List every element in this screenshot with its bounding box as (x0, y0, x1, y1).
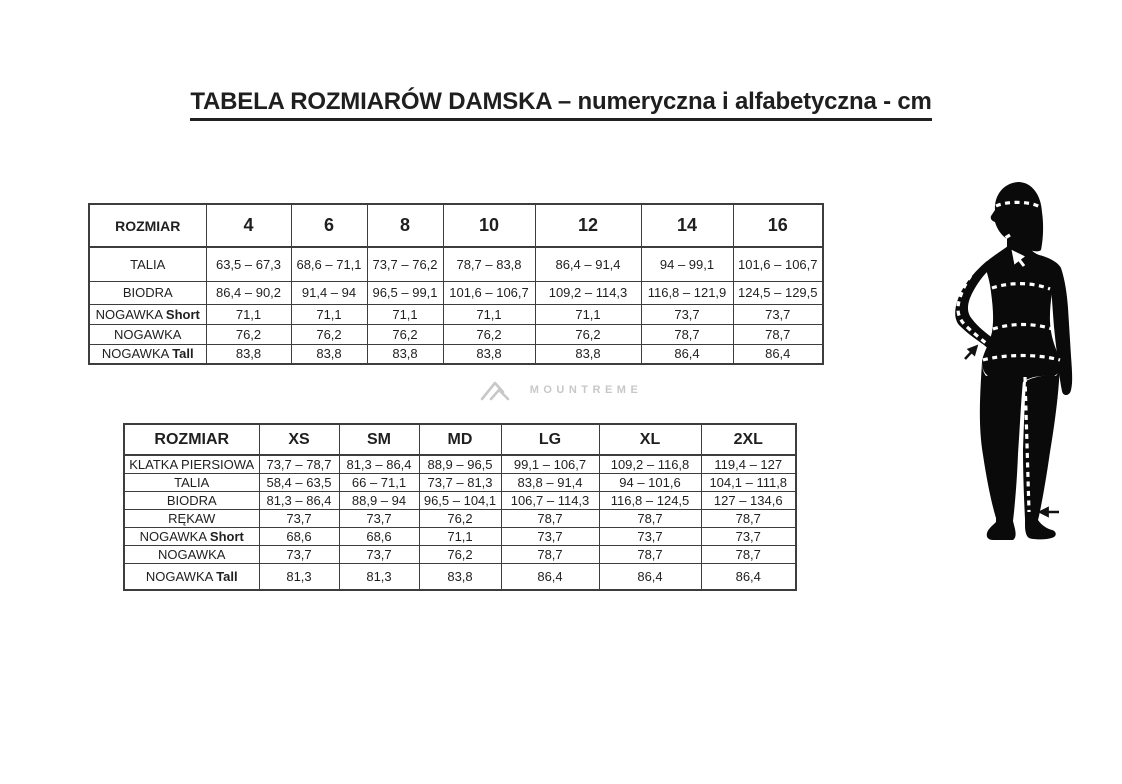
measurement-value-cell: 106,7 – 114,3 (501, 491, 599, 509)
measurement-value-cell: 78,7 (641, 324, 733, 344)
measurement-value-cell: 86,4 (599, 563, 701, 590)
measurement-value-cell: 83,8 (443, 344, 535, 364)
measurement-value-cell: 73,7 – 81,3 (419, 473, 501, 491)
measurement-row-label: TALIA (89, 247, 206, 281)
numeric-size-table (88, 203, 824, 365)
measurement-row (124, 563, 796, 590)
size-column-header: 6 (291, 204, 367, 247)
measurement-value-cell: 124,5 – 129,5 (733, 281, 823, 304)
size-column-header: 12 (535, 204, 641, 247)
measurement-row-label: NOGAWKA (89, 324, 206, 344)
measurement-value-cell: 73,7 (339, 545, 419, 563)
measurement-value-cell: 73,7 (641, 304, 733, 324)
measurement-value-cell: 83,8 (206, 344, 291, 364)
measurement-value-cell: 88,9 – 94 (339, 491, 419, 509)
measurement-value-cell: 88,9 – 96,5 (419, 455, 501, 473)
measurement-value-cell: 73,7 – 78,7 (259, 455, 339, 473)
corner-header-rozmiar: ROZMIAR (124, 424, 259, 455)
measurement-value-cell: 78,7 (701, 509, 796, 527)
measurement-value-cell: 76,2 (419, 509, 501, 527)
measurement-row-label: RĘKAW (124, 509, 259, 527)
measurement-row-label: BIODRA (124, 491, 259, 509)
measurement-value-cell: 63,5 – 67,3 (206, 247, 291, 281)
numeric-size-table-header (89, 204, 823, 247)
measurement-value-cell: 83,8 (291, 344, 367, 364)
measurement-value-cell: 71,1 (291, 304, 367, 324)
measurement-value-cell: 119,4 – 127 (701, 455, 796, 473)
measurement-value-cell: 71,1 (535, 304, 641, 324)
measurement-value-cell: 68,6 (259, 527, 339, 545)
measurement-value-cell: 73,7 (701, 527, 796, 545)
silhouette-body (955, 182, 1072, 540)
measurement-value-cell: 73,7 (733, 304, 823, 324)
measurement-row (124, 473, 796, 491)
measurement-value-cell: 78,7 – 83,8 (443, 247, 535, 281)
measurement-row (89, 344, 823, 364)
measurement-value-cell: 83,8 (419, 563, 501, 590)
measurement-value-cell: 76,2 (443, 324, 535, 344)
page-title-text: TABELA ROZMIARÓW DAMSKA – numeryczna i alfabetyczna - cm (190, 88, 931, 121)
measurement-row-label: NOGAWKA (124, 545, 259, 563)
brand-logo-text: MOUNTREME (529, 384, 643, 396)
measurement-value-cell: 96,5 – 99,1 (367, 281, 443, 304)
size-column-header: LG (501, 424, 599, 455)
measurement-value-cell: 91,4 – 94 (291, 281, 367, 304)
measurement-value-cell: 78,7 (501, 545, 599, 563)
measurement-value-cell: 81,3 – 86,4 (339, 455, 419, 473)
size-column-header: XL (599, 424, 701, 455)
measurement-value-cell: 78,7 (599, 545, 701, 563)
measurement-value-cell: 76,2 (291, 324, 367, 344)
measurement-value-cell: 86,4 – 90,2 (206, 281, 291, 304)
measurement-value-cell: 73,7 (259, 509, 339, 527)
mountain-icon (480, 379, 520, 401)
measurement-value-cell: 73,7 (599, 527, 701, 545)
measurement-value-cell: 86,4 (641, 344, 733, 364)
measurement-row-label: NOGAWKA Tall (89, 344, 206, 364)
measurement-value-cell: 109,2 – 116,8 (599, 455, 701, 473)
measurement-value-cell: 81,3 (259, 563, 339, 590)
measurement-value-cell: 71,1 (443, 304, 535, 324)
size-column-header: 10 (443, 204, 535, 247)
measurement-value-cell: 86,4 – 91,4 (535, 247, 641, 281)
size-column-header: SM (339, 424, 419, 455)
size-column-header: 2XL (701, 424, 796, 455)
measurement-value-cell: 83,8 – 91,4 (501, 473, 599, 491)
measurement-row-label: NOGAWKA Short (89, 304, 206, 324)
measurement-value-cell: 101,6 – 106,7 (443, 281, 535, 304)
measurement-row-label: BIODRA (89, 281, 206, 304)
measurement-value-cell: 116,8 – 121,9 (641, 281, 733, 304)
measurement-value-cell: 78,7 (501, 509, 599, 527)
measurement-value-cell: 66 – 71,1 (339, 473, 419, 491)
measurement-value-cell: 81,3 – 86,4 (259, 491, 339, 509)
measurement-value-cell: 83,8 (535, 344, 641, 364)
size-column-header: XS (259, 424, 339, 455)
measurement-value-cell: 76,2 (535, 324, 641, 344)
measurement-value-cell: 116,8 – 124,5 (599, 491, 701, 509)
female-silhouette-figure (930, 160, 1120, 560)
measurement-value-cell: 68,6 – 71,1 (291, 247, 367, 281)
measurement-value-cell: 76,2 (367, 324, 443, 344)
measurement-row-label: NOGAWKA Short (124, 527, 259, 545)
wrist-arrow-icon (965, 347, 976, 359)
measurement-value-cell: 68,6 (339, 527, 419, 545)
measurement-value-cell: 71,1 (206, 304, 291, 324)
silhouette-left-leg (980, 362, 1023, 540)
alpha-size-table-header (124, 424, 796, 455)
measurement-row (89, 281, 823, 304)
size-column-header: 4 (206, 204, 291, 247)
measurement-value-cell: 86,4 (733, 344, 823, 364)
measurement-row-label: KLATKA PIERSIOWA (124, 455, 259, 473)
measurement-row (124, 455, 796, 473)
size-column-header: 16 (733, 204, 823, 247)
measurement-row (124, 527, 796, 545)
measurement-row (89, 324, 823, 344)
measurement-value-cell: 58,4 – 63,5 (259, 473, 339, 491)
measurement-row-label: NOGAWKA Tall (124, 563, 259, 590)
measurement-value-cell: 73,7 (339, 509, 419, 527)
measurement-value-cell: 78,7 (701, 545, 796, 563)
measurement-value-cell: 86,4 (501, 563, 599, 590)
measurement-value-cell: 76,2 (419, 545, 501, 563)
measurement-row (124, 545, 796, 563)
size-column-header: 14 (641, 204, 733, 247)
measurement-row (124, 509, 796, 527)
measurement-value-cell: 96,5 – 104,1 (419, 491, 501, 509)
measurement-value-cell: 99,1 – 106,7 (501, 455, 599, 473)
size-column-header: MD (419, 424, 501, 455)
corner-header-rozmiar: ROZMIAR (89, 204, 206, 247)
measurement-value-cell: 78,7 (733, 324, 823, 344)
alpha-size-table (123, 423, 797, 591)
measurement-value-cell: 73,7 (501, 527, 599, 545)
size-column-header: 8 (367, 204, 443, 247)
measurement-figure (930, 160, 1120, 560)
measurement-value-cell: 78,7 (599, 509, 701, 527)
measurement-value-cell: 127 – 134,6 (701, 491, 796, 509)
measurement-value-cell: 109,2 – 114,3 (535, 281, 641, 304)
measurement-row-label: TALIA (124, 473, 259, 491)
measurement-value-cell: 94 – 99,1 (641, 247, 733, 281)
measurement-value-cell: 71,1 (419, 527, 501, 545)
measurement-value-cell: 81,3 (339, 563, 419, 590)
measurement-row (124, 491, 796, 509)
measurement-value-cell: 83,8 (367, 344, 443, 364)
measurement-value-cell: 76,2 (206, 324, 291, 344)
measurement-value-cell: 104,1 – 111,8 (701, 473, 796, 491)
measurement-value-cell: 101,6 – 106,7 (733, 247, 823, 281)
measurement-value-cell: 94 – 101,6 (599, 473, 701, 491)
measurement-row (89, 247, 823, 281)
measurement-value-cell: 73,7 – 76,2 (367, 247, 443, 281)
measurement-row (89, 304, 823, 324)
measurement-value-cell: 71,1 (367, 304, 443, 324)
measurement-value-cell: 73,7 (259, 545, 339, 563)
page-title (0, 88, 1122, 121)
measurement-value-cell: 86,4 (701, 563, 796, 590)
